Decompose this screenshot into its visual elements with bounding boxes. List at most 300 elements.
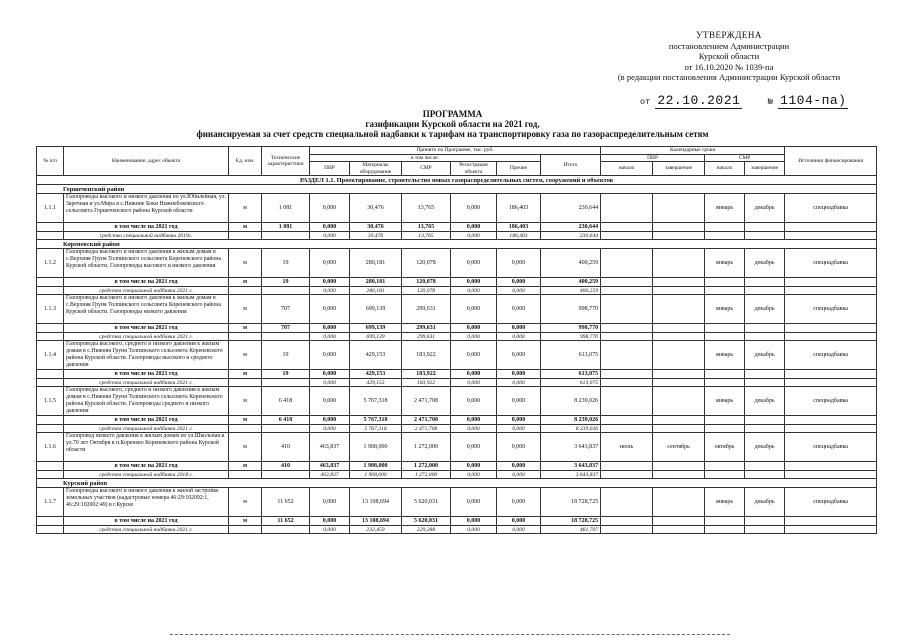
- year-total-empty: [653, 278, 705, 287]
- year-total-empty: [785, 462, 877, 471]
- funding-other: 0,000: [497, 526, 541, 534]
- object-total: 18 728,725: [541, 488, 601, 517]
- year-total-pir: 0,000: [310, 517, 350, 526]
- year-total-registration: 0,000: [451, 517, 497, 526]
- program-title: ПРОГРАММА: [422, 109, 483, 119]
- year-total-empty: [705, 517, 745, 526]
- funding-materials: 280,181: [350, 287, 402, 295]
- year-total-other: 186,403: [497, 223, 541, 232]
- object-row: [37, 249, 877, 278]
- object-materials: 5 767,318: [350, 387, 402, 416]
- funding-empty: [601, 333, 653, 341]
- object-tech: 410: [262, 433, 310, 462]
- header-num: № п/п: [37, 147, 64, 176]
- year-total-blank: [37, 462, 64, 471]
- year-total-unit: м: [229, 370, 262, 379]
- funding-empty: [785, 425, 877, 433]
- year-total-empty: [601, 278, 653, 287]
- funding-blank: [37, 471, 64, 479]
- year-total-materials: 280,181: [350, 278, 402, 287]
- object-materials: 429,153: [350, 341, 402, 370]
- object-smr: 1 272,000: [402, 433, 451, 462]
- approval-line-2: Курской области: [698, 51, 760, 61]
- year-total-registration: 0,000: [451, 324, 497, 333]
- year-total-row: [37, 517, 877, 526]
- object-unit: м: [229, 341, 262, 370]
- object-smr: 5 620,031: [402, 488, 451, 517]
- object-smr: 183,922: [402, 341, 451, 370]
- object-unit: м: [229, 488, 262, 517]
- object-smr-start: январь: [705, 387, 745, 416]
- funding-source-row: [37, 425, 877, 433]
- object-smr: 2 471,708: [402, 387, 451, 416]
- year-total-empty: [653, 223, 705, 232]
- funding-materials: 5 767,318: [350, 425, 402, 433]
- funding-pir: 0,000: [310, 379, 350, 387]
- year-total-smr: 120,078: [402, 278, 451, 287]
- year-total-total: 613,075: [541, 370, 601, 379]
- object-name: Газопроводы высокого и низкого давления к жилой застройке земельных участков (кадастровые номера 46:29:102092:1, 46:29:102002:49) в г.Курске: [64, 488, 229, 517]
- funding-pir: 0,000: [310, 232, 350, 240]
- object-smr-start: январь: [705, 341, 745, 370]
- funding-total: 400,259: [541, 287, 601, 295]
- header-registration: Регистрация объекта: [451, 162, 497, 176]
- district-name: Курский район: [37, 479, 877, 488]
- year-total-empty: [745, 370, 785, 379]
- funding-other: 0,000: [497, 471, 541, 479]
- year-total-blank: [37, 416, 64, 425]
- year-total-blank: [37, 223, 64, 232]
- funding-empty: [705, 333, 745, 341]
- funding-empty: [705, 425, 745, 433]
- funding-blank: [262, 379, 310, 387]
- year-total-empty: [653, 462, 705, 471]
- object-smr-end: декабрь: [745, 341, 785, 370]
- funding-empty: [653, 333, 705, 341]
- object-smr-end: декабрь: [745, 488, 785, 517]
- object-smr-start: январь: [705, 295, 745, 324]
- year-total-row: [37, 462, 877, 471]
- year-total-blank: [37, 278, 64, 287]
- object-source: спецнадбавка: [785, 249, 877, 278]
- funding-pir: 0,000: [310, 526, 350, 534]
- funding-materials: 429,153: [350, 379, 402, 387]
- funding-empty: [705, 526, 745, 534]
- object-number: 1.1.5: [37, 387, 64, 416]
- object-smr-end: декабрь: [745, 194, 785, 223]
- year-total-row: [37, 324, 877, 333]
- object-smr-start: октябрь: [705, 433, 745, 462]
- object-smr-end: декабрь: [745, 249, 785, 278]
- object-number: 1.1.4: [37, 341, 64, 370]
- object-smr-start: январь: [705, 488, 745, 517]
- funding-total: 3 643,837: [541, 471, 601, 479]
- funding-label: средства специальной надбавки 2021 г.: [64, 333, 229, 341]
- object-source: спецнадбавка: [785, 341, 877, 370]
- year-total-blank: [37, 324, 64, 333]
- year-total-registration: 0,000: [451, 278, 497, 287]
- year-total-empty: [705, 370, 745, 379]
- funding-total: 461,707: [541, 526, 601, 534]
- funding-total: 998,770: [541, 333, 601, 341]
- funding-empty: [653, 471, 705, 479]
- district-name: Кореневский район: [37, 240, 877, 249]
- year-total-tech: 11 652: [262, 517, 310, 526]
- object-registration: 0,000: [451, 341, 497, 370]
- object-registration: 0,000: [451, 249, 497, 278]
- year-total-pir: 0,000: [310, 324, 350, 333]
- object-smr-end: декабрь: [745, 387, 785, 416]
- object-pir: 0,000: [310, 295, 350, 324]
- funding-empty: [601, 526, 653, 534]
- funding-empty: [601, 287, 653, 295]
- year-total-label: в том числе на 2021 год: [64, 278, 229, 287]
- year-total-empty: [705, 324, 745, 333]
- year-total-tech: 410: [262, 462, 310, 471]
- funding-other: 186,403: [497, 232, 541, 240]
- object-materials: 280,181: [350, 249, 402, 278]
- approved-label: УТВЕРЖДЕНА: [696, 30, 762, 40]
- funding-empty: [745, 232, 785, 240]
- year-total-unit: м: [229, 278, 262, 287]
- year-total-smr: 299,631: [402, 324, 451, 333]
- object-pir-start: [601, 249, 653, 278]
- funding-smr: 299,631: [402, 333, 451, 341]
- funding-empty: [785, 287, 877, 295]
- year-total-empty: [601, 416, 653, 425]
- funding-empty: [745, 526, 785, 534]
- object-other: 0,000: [497, 488, 541, 517]
- year-total-smr: 2 471,708: [402, 416, 451, 425]
- object-row: [37, 387, 877, 416]
- object-materials: 1 908,000: [350, 433, 402, 462]
- year-total-materials: 699,139: [350, 324, 402, 333]
- program-subtitle-1: газификации Курской области на 2021 год,: [365, 119, 540, 129]
- year-total-row: [37, 223, 877, 232]
- revision-from-label: от: [640, 97, 651, 107]
- object-name: Газопроводы высокого, среднего и низкого давления к жилым домам в с.Нижняя Груня Толпинского сельсовета Кореневского района Курской области. Газопроводы среднего и низкого давления: [64, 387, 229, 416]
- year-total-unit: м: [229, 324, 262, 333]
- header-smr: СМР: [402, 162, 451, 176]
- funding-blank: [262, 425, 310, 433]
- object-tech: 11 652: [262, 488, 310, 517]
- funding-empty: [785, 232, 877, 240]
- year-total-row: [37, 278, 877, 287]
- funding-registration: 0,000: [451, 425, 497, 433]
- object-row: [37, 488, 877, 517]
- header-incl: в том числе:: [310, 154, 541, 162]
- object-name: Газопроводы высокого и низкого давления по ул.Юбилейная, ул. Заречная и ул.Мира в с.Нижние Боки Нижнебоковского сельсовета Горшеченского района Курской области: [64, 194, 229, 223]
- object-unit: м: [229, 433, 262, 462]
- funding-blank: [37, 333, 64, 341]
- year-total-total: 400,259: [541, 278, 601, 287]
- object-materials: 30,476: [350, 194, 402, 223]
- object-unit: м: [229, 194, 262, 223]
- header-pir-end: завершение: [653, 162, 705, 176]
- funding-empty: [745, 425, 785, 433]
- header-cal-smr: СМР: [705, 154, 785, 162]
- object-number: 1.1.2: [37, 249, 64, 278]
- year-total-other: 0,000: [497, 278, 541, 287]
- object-pir-end: [653, 194, 705, 223]
- section-heading: РАЗДЕЛ 1.1. Проектирование, строительство новых газораспределительных систем, сооружений и объектов: [37, 176, 877, 185]
- approval-block: [599, 30, 859, 83]
- object-number: 1.1.7: [37, 488, 64, 517]
- funding-total: 8 239,026: [541, 425, 601, 433]
- funding-empty: [653, 425, 705, 433]
- funding-blank: [37, 379, 64, 387]
- year-total-other: 0,000: [497, 324, 541, 333]
- funding-materials: 30,476: [350, 232, 402, 240]
- year-total-unit: м: [229, 223, 262, 232]
- funding-registration: 0,000: [451, 232, 497, 240]
- funding-smr: 1 272,000: [402, 471, 451, 479]
- funding-label: средства специальной надбавки 2021 г.: [64, 526, 229, 534]
- object-materials: 13 108,694: [350, 488, 402, 517]
- header-other: Прочие: [497, 162, 541, 176]
- funding-empty: [785, 471, 877, 479]
- object-source: спецнадбавка: [785, 387, 877, 416]
- year-total-empty: [785, 278, 877, 287]
- object-other: 186,403: [497, 194, 541, 223]
- year-total-registration: 0,000: [451, 223, 497, 232]
- object-row: [37, 194, 877, 223]
- year-total-row: [37, 370, 877, 379]
- header-name: Наименование, адрес объекта: [64, 147, 229, 176]
- funding-empty: [785, 333, 877, 341]
- object-source: спецнадбавка: [785, 488, 877, 517]
- revision-date: 22.10.2021: [657, 93, 741, 108]
- header-smr-start: начало: [705, 162, 745, 176]
- year-total-empty: [705, 462, 745, 471]
- year-total-empty: [601, 517, 653, 526]
- year-total-empty: [601, 324, 653, 333]
- object-name: Газопровод низкого давления к жилым домам по ул.Школьная и ул.70 лет Октября в п.Коренево Кореневского района Курской области: [64, 433, 229, 462]
- year-total-empty: [745, 517, 785, 526]
- year-total-tech: 1 081: [262, 223, 310, 232]
- funding-registration: 0,000: [451, 526, 497, 534]
- year-total-pir: 0,000: [310, 278, 350, 287]
- object-registration: 0,000: [451, 433, 497, 462]
- funding-other: 0,000: [497, 425, 541, 433]
- approval-line-4: (в редакции постановления Администрации Курской области: [617, 72, 841, 82]
- header-materials: Материалы оборудование: [350, 162, 402, 176]
- year-total-other: 0,000: [497, 370, 541, 379]
- object-name: Газопроводы высокого, среднего и низкого давления к жилым домам в с.Нижняя Груня Толпинского сельсовета Кореневского района Курской области. Газопроводы высокого и среднего давления: [64, 341, 229, 370]
- object-registration: 0,000: [451, 295, 497, 324]
- year-total-empty: [653, 324, 705, 333]
- funding-source-row: [37, 232, 877, 240]
- object-tech: 707: [262, 295, 310, 324]
- header-pir-start: начало: [601, 162, 653, 176]
- header-calendar: Календарные сроки: [601, 147, 785, 155]
- object-tech: 19: [262, 249, 310, 278]
- year-total-empty: [745, 324, 785, 333]
- object-other: 0,000: [497, 341, 541, 370]
- funding-blank: [37, 287, 64, 295]
- revision-number-label: №: [767, 97, 773, 107]
- year-total-empty: [785, 223, 877, 232]
- object-unit: м: [229, 295, 262, 324]
- object-pir-start: [601, 488, 653, 517]
- funding-label: средства специальной надбавки 2021 г.: [64, 379, 229, 387]
- funding-source-row: [37, 287, 877, 295]
- funding-other: 0,000: [497, 287, 541, 295]
- funding-blank: [37, 526, 64, 534]
- year-total-empty: [745, 462, 785, 471]
- object-other: 0,000: [497, 433, 541, 462]
- funding-label: средства специальной надбавки 2021 г.: [64, 425, 229, 433]
- year-total-total: 18 728,725: [541, 517, 601, 526]
- funding-empty: [745, 471, 785, 479]
- district-row: [37, 240, 877, 249]
- funding-blank: [229, 526, 262, 534]
- funding-empty: [705, 232, 745, 240]
- year-total-total: 230,644: [541, 223, 601, 232]
- approval-line-3: от 16.10.2020 № 1039-па: [684, 61, 774, 72]
- funding-empty: [653, 287, 705, 295]
- header-total: Итого: [541, 154, 601, 176]
- object-smr-end: декабрь: [745, 433, 785, 462]
- object-pir: 0,000: [310, 488, 350, 517]
- funding-empty: [601, 232, 653, 240]
- funding-source-row: [37, 333, 877, 341]
- year-total-empty: [653, 517, 705, 526]
- object-pir-start: [601, 341, 653, 370]
- object-row: [37, 295, 877, 324]
- page-bottom-rule: [170, 634, 730, 635]
- year-total-label: в том числе на 2021 год: [64, 517, 229, 526]
- year-total-label: в том числе на 2021 год: [64, 416, 229, 425]
- funding-materials: 232,459: [350, 526, 402, 534]
- funding-empty: [705, 471, 745, 479]
- funding-empty: [745, 287, 785, 295]
- object-pir: 0,000: [310, 387, 350, 416]
- year-total-empty: [601, 462, 653, 471]
- year-total-other: 0,000: [497, 517, 541, 526]
- program-subtitle-2: финансируемая за счет средств специальной надбавки к тарифам на транспортировку газа по газораспределительным сетям: [196, 129, 709, 139]
- program-table: [36, 146, 877, 534]
- object-pir: 0,000: [310, 249, 350, 278]
- funding-pir: 0,000: [310, 425, 350, 433]
- funding-source-row: [37, 526, 877, 534]
- year-total-smr: 183,922: [402, 370, 451, 379]
- funding-other: 0,000: [497, 379, 541, 387]
- year-total-tech: 19: [262, 278, 310, 287]
- funding-blank: [37, 232, 64, 240]
- funding-label: средства специальной надбавки 2018 г.: [64, 471, 229, 479]
- header-smr-end: завершение: [745, 162, 785, 176]
- object-smr: 299,631: [402, 295, 451, 324]
- funding-label: средства специальной надбавки 2021 г.: [64, 287, 229, 295]
- funding-blank: [262, 471, 310, 479]
- funding-empty: [653, 526, 705, 534]
- header-cal-pir: ПИР: [601, 154, 705, 162]
- funding-blank: [229, 379, 262, 387]
- funding-smr: 13,765: [402, 232, 451, 240]
- funding-empty: [785, 526, 877, 534]
- object-smr-start: январь: [705, 249, 745, 278]
- year-total-materials: 429,153: [350, 370, 402, 379]
- funding-blank: [229, 287, 262, 295]
- year-total-registration: 0,000: [451, 462, 497, 471]
- year-total-unit: м: [229, 416, 262, 425]
- funding-blank: [262, 333, 310, 341]
- funding-total: 230,644: [541, 232, 601, 240]
- object-total: 3 643,837: [541, 433, 601, 462]
- year-total-empty: [785, 370, 877, 379]
- year-total-other: 0,000: [497, 462, 541, 471]
- year-total-label: в том числе на 2021 год: [64, 462, 229, 471]
- object-pir-start: [601, 387, 653, 416]
- revision-signature-line: [640, 93, 860, 109]
- object-pir-end: [653, 387, 705, 416]
- object-pir: 463,837: [310, 433, 350, 462]
- funding-registration: 0,000: [451, 333, 497, 341]
- funding-blank: [262, 287, 310, 295]
- object-other: 0,000: [497, 249, 541, 278]
- year-total-pir: 463,837: [310, 462, 350, 471]
- funding-blank: [262, 526, 310, 534]
- year-total-smr: 5 620,031: [402, 517, 451, 526]
- object-unit: м: [229, 387, 262, 416]
- funding-pir: 463,837: [310, 471, 350, 479]
- funding-registration: 0,000: [451, 471, 497, 479]
- object-total: 8 239,026: [541, 387, 601, 416]
- funding-empty: [705, 287, 745, 295]
- object-number: 1.1.6: [37, 433, 64, 462]
- year-total-empty: [745, 223, 785, 232]
- funding-materials: 1 908,000: [350, 471, 402, 479]
- year-total-empty: [705, 416, 745, 425]
- funding-smr: 2 471,708: [402, 425, 451, 433]
- object-source: спецнадбавка: [785, 295, 877, 324]
- funding-total: 613,075: [541, 379, 601, 387]
- year-total-total: 998,770: [541, 324, 601, 333]
- object-pir-end: сентябрь: [653, 433, 705, 462]
- year-total-pir: 0,000: [310, 223, 350, 232]
- funding-empty: [653, 379, 705, 387]
- object-name: Газопроводы высокого и низкого давления к жилым домам в с.Верхняя Груня Толпинского сельсовета Кореневского района Курской области. Газопроводы низкого давления: [64, 295, 229, 324]
- year-total-pir: 0,000: [310, 370, 350, 379]
- year-total-tech: 707: [262, 324, 310, 333]
- object-materials: 699,139: [350, 295, 402, 324]
- year-total-materials: 30,476: [350, 223, 402, 232]
- funding-empty: [785, 379, 877, 387]
- funding-smr: 229,288: [402, 526, 451, 534]
- funding-source-row: [37, 379, 877, 387]
- year-total-other: 0,000: [497, 416, 541, 425]
- year-total-empty: [601, 370, 653, 379]
- object-pir-end: [653, 295, 705, 324]
- year-total-empty: [653, 370, 705, 379]
- year-total-blank: [37, 370, 64, 379]
- object-smr: 13,765: [402, 194, 451, 223]
- year-total-empty: [745, 278, 785, 287]
- year-total-empty: [745, 416, 785, 425]
- object-total: 400,259: [541, 249, 601, 278]
- object-smr: 120,078: [402, 249, 451, 278]
- year-total-empty: [785, 324, 877, 333]
- object-pir: 0,000: [310, 194, 350, 223]
- object-unit: м: [229, 249, 262, 278]
- funding-empty: [601, 425, 653, 433]
- funding-other: 0,000: [497, 333, 541, 341]
- year-total-blank: [37, 517, 64, 526]
- funding-smr: 120,078: [402, 287, 451, 295]
- year-total-smr: 13,765: [402, 223, 451, 232]
- funding-empty: [601, 379, 653, 387]
